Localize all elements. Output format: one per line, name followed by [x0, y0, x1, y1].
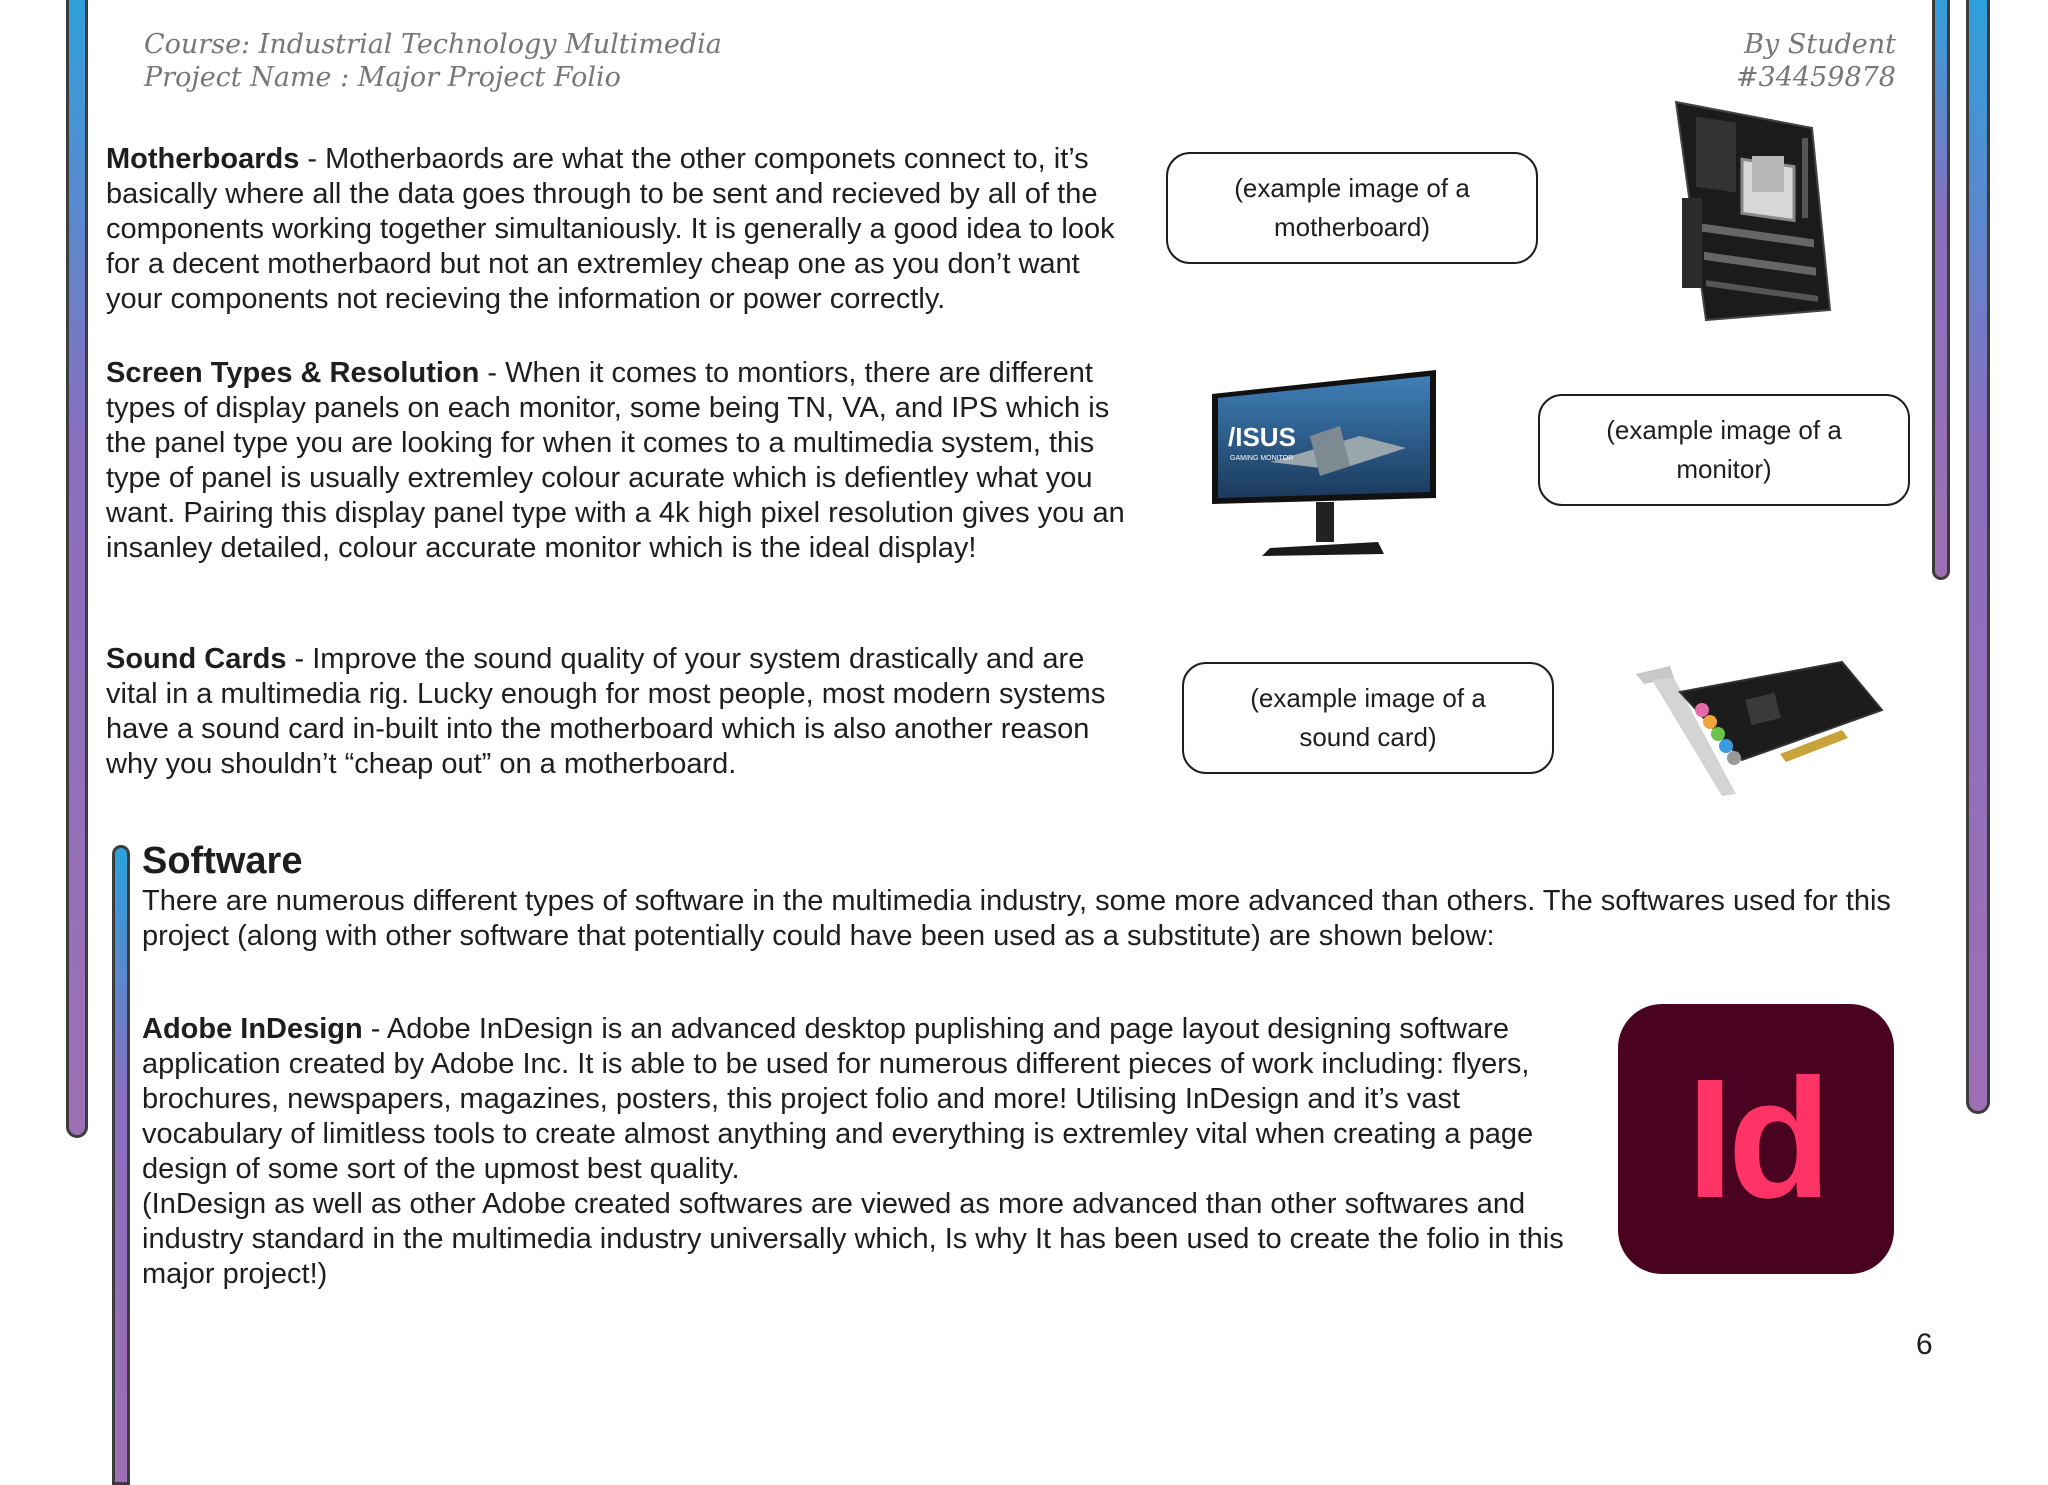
project-name: Project Name : Major Project Folio: [144, 62, 621, 93]
decorative-bar-software: [112, 845, 130, 1485]
monitor-caption-text: (example image of a monitor): [1606, 415, 1842, 484]
screen-types-paragraph: [106, 356, 1136, 566]
monitor-brand: /ISUS: [1228, 422, 1296, 452]
motherboards-title: Motherboards: [106, 143, 300, 175]
sound-card-image: [1630, 656, 1886, 796]
motherboard-caption-text: (example image of a motherboard): [1234, 173, 1470, 242]
indesign-paragraph: [142, 1012, 1582, 1292]
motherboard-caption: [1166, 152, 1538, 264]
decorative-bar-left: [66, 0, 88, 1138]
author-label: By Student: [1744, 29, 1896, 60]
indesign-text: - Adobe InDesign is an advanced desktop puplishing and page layout designing software application created by Adobe Inc. It is able to be used for numerous different pieces of work including: flyers, brochures, newspapers, magazines, posters, this project folio and more! Utilising InDesign and it’s vast vocabulary of limitless tools to create almost anything and everything is extremley vital when creating a page design of some sort of the upmost best quality.: [142, 1013, 1534, 1185]
indesign-logo-icon: [1618, 1004, 1894, 1274]
screen-types-text: - When it comes to montiors, there are different types of display panels on each monitor, some being TN, VA, and IPS which is the panel type you are looking for when it comes to a multimedia system, this type of panel is usually extremley colour acurate which is defientley what you want. Pairing this display panel type with a 4k high pixel resolution gives you an insanley detailed, colour accurate monitor which is the ideal display!: [106, 357, 1125, 564]
sound-cards-text: - Improve the sound quality of your system drastically and are vital in a multimedia rig. Lucky enough for most people, most modern systems have a sound card in-built into the motherboard which is also another reason why you shouldn’t “cheap out” on a motherboard.: [106, 643, 1106, 780]
motherboard-image: [1662, 98, 1840, 322]
software-heading: Software: [142, 840, 303, 882]
screen-types-title: Screen Types & Resolution: [106, 357, 480, 389]
monitor-sub: GAMING MONITOR: [1230, 455, 1294, 462]
motherboards-text: - Motherbaords are what the other componets connect to, it’s basically where all the data goes through to be sent and recieved by all of the components working together simultaniously. It is generally a good idea to look for a decent motherbaord but not an extremley cheap one as you don’t want your components not recieving the information or power correctly.: [106, 143, 1115, 315]
motherboards-paragraph: [106, 142, 1136, 317]
sound-cards-paragraph: [106, 642, 1136, 782]
software-intro: There are numerous different types of software in the multimedia industry, some more advanced than others. The softwares used for this project (along with other software that potentially could have been used as a substitute) are shown below:: [142, 885, 1891, 952]
sound-cards-title: Sound Cards: [106, 643, 287, 675]
monitor-caption: [1538, 394, 1910, 506]
indesign-logo-text: Id: [1686, 1044, 1826, 1234]
page-number: 6: [1916, 1328, 1933, 1361]
student-id: #34459878: [1735, 62, 1896, 93]
indesign-title: Adobe InDesign: [142, 1013, 363, 1045]
page-header-left: [144, 28, 722, 94]
monitor-image: [1210, 366, 1438, 558]
decorative-bar-right-inner: [1932, 0, 1950, 580]
decorative-bar-right-outer: [1966, 0, 1990, 1114]
sound-card-caption-text: (example image of a sound card): [1250, 683, 1486, 752]
indesign-note: (InDesign as well as other Adobe created softwares are viewed as more advanced than other softwares and industry standard in the multimedia industry universally which, Is why It has been used to create the folio in this major project!): [142, 1188, 1564, 1290]
page-header-right: [1736, 28, 1896, 94]
course-name: Course: Industrial Technology Multimedia: [144, 29, 722, 60]
sound-card-caption: [1182, 662, 1554, 774]
